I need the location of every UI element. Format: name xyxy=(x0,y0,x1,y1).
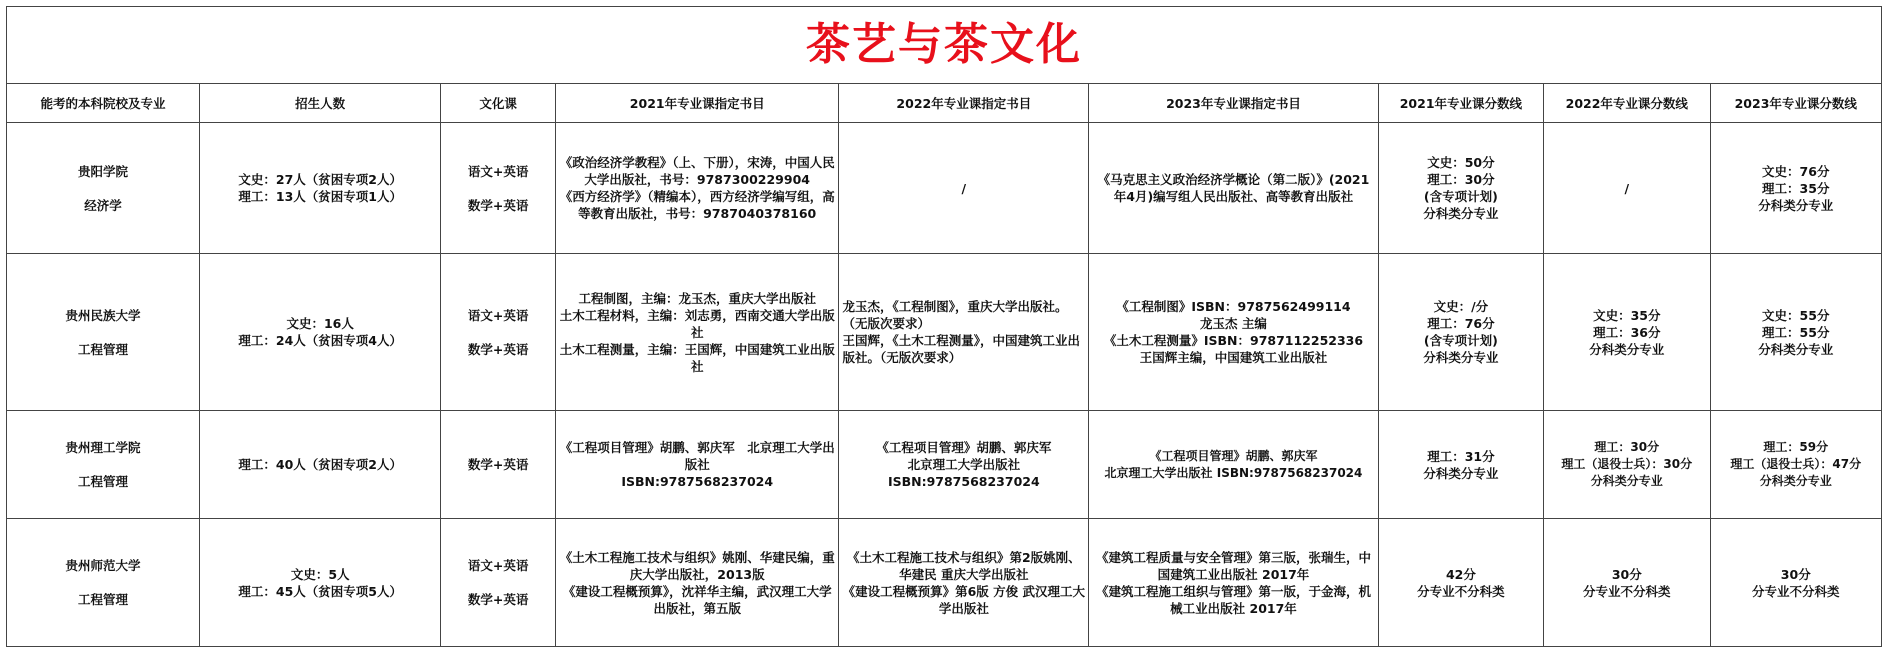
enroll-cell xyxy=(200,123,441,254)
subjects-cell xyxy=(441,254,556,411)
books-2022-cell xyxy=(839,411,1089,519)
book-entry: 《工程项目管理》胡鹏、郭庆军 北京理工大学出版社 xyxy=(559,440,835,472)
score-line: 理工：35分 xyxy=(1762,180,1830,196)
school-cell xyxy=(7,519,200,647)
enroll-cell xyxy=(200,254,441,411)
school-name: 贵州师范大学 xyxy=(65,558,141,573)
books-2022-cell xyxy=(839,519,1089,647)
score-line: 分科类分专业 xyxy=(1759,474,1832,488)
subjects-cell xyxy=(441,123,556,254)
score-line: 文史：35分 xyxy=(1593,307,1661,323)
score-line: 30分 xyxy=(1611,566,1642,582)
header-enroll: 招生人数 xyxy=(200,84,441,123)
books-2023-cell xyxy=(1089,123,1379,254)
score-line: 分专业不分科类 xyxy=(1583,583,1671,599)
book-entry: 《土木工程施工技术与组织》姚刚、华建民编，重庆大学出版社，2013版 xyxy=(559,549,835,582)
table-row xyxy=(7,123,1882,254)
score-line: 理工：30分 xyxy=(1427,172,1495,187)
score-line: 理工（退役士兵）：30分 xyxy=(1561,457,1693,471)
score-line: 文史：76分 xyxy=(1762,163,1830,179)
book-entry: 《工程项目管理》胡鹏、郭庆军 xyxy=(876,440,1052,455)
enroll-line: 理工：24人（贫困专项4人） xyxy=(238,333,402,348)
score-2022-cell xyxy=(1544,519,1710,647)
book-entry: 工程制图，主编：龙玉杰，重庆大学出版社 xyxy=(578,290,816,306)
score-2022-cell xyxy=(1544,254,1710,411)
score-2023-cell xyxy=(1710,123,1881,254)
table-row xyxy=(7,254,1882,411)
books-2021-cell xyxy=(555,411,839,519)
books-2021-cell xyxy=(555,123,839,254)
score-2023-cell xyxy=(1710,254,1881,411)
page-title: 茶艺与茶文化 xyxy=(7,7,1882,84)
books-2021-cell xyxy=(555,254,839,411)
book-entry: 《政治经济学教程》（上、下册），宋涛，中国人民大学出版社，书号：9787300229904 xyxy=(559,155,835,187)
subjects-cell xyxy=(441,519,556,647)
score-line: 理工：59分 xyxy=(1763,440,1829,454)
subject-line: 数学+英语 xyxy=(467,197,529,213)
books-2023-cell xyxy=(1089,254,1379,411)
score-line: 理工（退役士兵）：47分 xyxy=(1730,457,1862,471)
score-line: 理工：76分 xyxy=(1427,316,1495,331)
subject-line: 语文+英语 xyxy=(467,558,529,573)
book-entry: 《马克思主义政治经济学概论（第二版）》(2021年4月)编写组人民出版社、高等教育出版社 xyxy=(1097,172,1370,204)
header-score-2023: 2023年专业课分数线 xyxy=(1710,84,1881,123)
score-2021-cell xyxy=(1378,123,1543,254)
book-entry: 《建筑工程质量与安全管理》第三版，张瑞生，中国建筑工业出版社 2017年 xyxy=(1095,549,1371,582)
score-line: 分科类分专业 xyxy=(1423,350,1499,365)
books-2023-cell xyxy=(1089,411,1379,519)
header-books-2022: 2022年专业课指定书目 xyxy=(839,84,1089,123)
score-line: 分科类分专业 xyxy=(1590,474,1663,488)
book-entry: 龙玉杰 主编 xyxy=(1200,316,1267,331)
score-line: 分科类分专业 xyxy=(1423,206,1499,221)
book-entry: 《土木工程测量》ISBN：9787112252336 xyxy=(1103,333,1364,348)
score-2021-cell xyxy=(1378,411,1543,519)
book-entry: / xyxy=(961,180,967,196)
score-2021-cell xyxy=(1378,254,1543,411)
school-name: 贵州民族大学 xyxy=(65,307,141,323)
enroll-line: 理工：40人（贫困专项2人） xyxy=(238,457,402,472)
book-entry: 土木工程测量，主编：王国辉，中国建筑工业出版社 xyxy=(559,341,835,374)
score-line: 分专业不分科类 xyxy=(1752,583,1840,599)
score-line: 理工：55分 xyxy=(1762,324,1830,340)
book-entry: 《西方经济学》（精编本），西方经济学编写组，高等教育出版社，书号：9787040378160 xyxy=(559,189,835,221)
header-books-2021: 2021年专业课指定书目 xyxy=(555,84,839,123)
score-line: 分科类分专业 xyxy=(1758,197,1834,213)
major-name: 工程管理 xyxy=(78,592,129,607)
book-entry: 王国辉主编，中国建筑工业出版社 xyxy=(1139,350,1328,365)
book-entry: ISBN:9787568237024 xyxy=(621,474,774,489)
subject-line: 数学+英语 xyxy=(467,457,529,472)
enroll-line: 文史：27人（贫困专项2人） xyxy=(238,172,402,187)
enroll-line: 理工：45人（贫困专项5人） xyxy=(238,583,402,599)
enroll-cell xyxy=(200,411,441,519)
table-row xyxy=(7,519,1882,647)
table-row xyxy=(7,411,1882,519)
book-entry: 《建设工程概预算》，沈祥华主编，武汉理工大学出版社，第五版 xyxy=(562,583,832,616)
score-line: 理工：31分 xyxy=(1427,448,1495,464)
book-entry: 王国辉，《土木工程测量》，中国建筑工业出版社。（无版次要求） xyxy=(842,333,1080,365)
major-name: 工程管理 xyxy=(78,474,129,489)
score-2023-cell xyxy=(1710,519,1881,647)
score-line: 文史：/分 xyxy=(1433,299,1489,314)
score-2023-cell xyxy=(1710,411,1881,519)
score-2021-cell xyxy=(1378,519,1543,647)
enroll-cell xyxy=(200,519,441,647)
book-entry: ISBN:9787568237024 xyxy=(887,474,1040,489)
school-cell xyxy=(7,254,200,411)
enroll-line: 文史：5人 xyxy=(290,566,350,582)
score-line: 42分 xyxy=(1445,566,1476,582)
book-entry: 《建设工程概预算》第6版 方俊 武汉理工大学出版社 xyxy=(842,583,1086,616)
subject-line: 数学+英语 xyxy=(467,341,529,357)
school-name: 贵州理工学院 xyxy=(65,440,141,455)
subject-line: 语文+英语 xyxy=(467,307,529,323)
books-2022-cell xyxy=(839,123,1089,254)
score-2022-cell xyxy=(1544,123,1710,254)
book-entry: 龙玉杰，《工程制图》，重庆大学出版社。（无版次要求） xyxy=(842,299,1068,331)
score-line: (含专项计划) xyxy=(1423,333,1498,348)
book-entry: 土木工程材料，主编：刘志勇，西南交通大学出版社 xyxy=(559,307,835,340)
books-2022-cell xyxy=(839,254,1089,411)
score-line: 理工：36分 xyxy=(1593,324,1661,340)
header-school: 能考的本科院校及专业 xyxy=(7,84,200,123)
book-entry: 《工程制图》ISBN：9787562499114 xyxy=(1116,299,1351,314)
score-line: 理工：30分 xyxy=(1594,440,1660,454)
subject-line: 数学+英语 xyxy=(467,592,529,607)
score-line: 分科类分专业 xyxy=(1589,341,1665,357)
score-line: 分科类分专业 xyxy=(1423,465,1499,481)
score-line: 文史：55分 xyxy=(1762,307,1830,323)
books-2021-cell xyxy=(555,519,839,647)
header-score-2021: 2021年专业课分数线 xyxy=(1378,84,1543,123)
school-cell xyxy=(7,411,200,519)
book-entry: 《工程项目管理》胡鹏、郭庆军 xyxy=(1149,448,1318,463)
major-name: 经济学 xyxy=(84,197,122,213)
header-books-2023: 2023年专业课指定书目 xyxy=(1089,84,1379,123)
subject-line: 语文+英语 xyxy=(467,163,529,179)
subjects-cell xyxy=(441,411,556,519)
book-entry: 《建筑工程施工组织与管理》第一版，于金海，机械工业出版社 2017年 xyxy=(1095,583,1371,616)
enroll-line: 文史：16人 xyxy=(286,316,354,331)
book-entry: 北京理工大学出版社 ISBN:9787568237024 xyxy=(1104,465,1363,480)
score-line: 分专业不分科类 xyxy=(1417,583,1505,599)
score-line: 文史：50分 xyxy=(1427,155,1495,170)
school-name: 贵阳学院 xyxy=(78,163,129,179)
books-2023-cell xyxy=(1089,519,1379,647)
header-subjects: 文化课 xyxy=(441,84,556,123)
book-entry: 《土木工程施工技术与组织》第2版姚刚、华建民 重庆大学出版社 xyxy=(846,549,1081,582)
header-row xyxy=(7,84,1882,123)
score-line: (含专项计划) xyxy=(1423,189,1498,204)
score-line: / xyxy=(1624,180,1630,196)
school-cell xyxy=(7,123,200,254)
book-entry: 北京理工大学出版社 xyxy=(907,457,1021,472)
header-score-2022: 2022年专业课分数线 xyxy=(1544,84,1710,123)
admissions-table xyxy=(6,6,1882,647)
score-line: 30分 xyxy=(1780,566,1811,582)
major-name: 工程管理 xyxy=(78,341,129,357)
score-2022-cell xyxy=(1544,411,1710,519)
score-line: 分科类分专业 xyxy=(1758,341,1834,357)
enroll-line: 理工：13人（贫困专项1人） xyxy=(238,189,402,204)
